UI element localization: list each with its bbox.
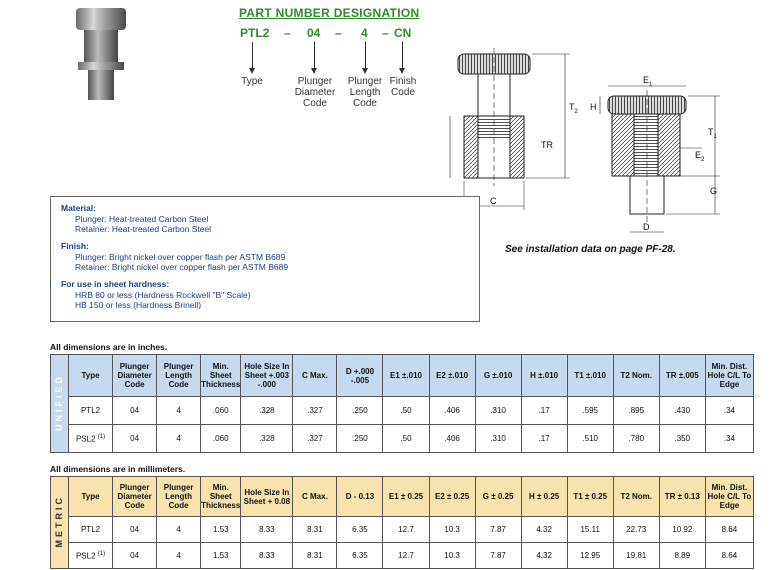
table-cell: .328 <box>241 397 293 425</box>
table-cell: 8.31 <box>293 543 337 569</box>
metric-table <box>50 476 754 569</box>
table-cell: .595 <box>567 397 613 425</box>
dim-label-tr: TR <box>541 140 553 150</box>
col-header: G ± 0.25 <box>475 477 521 517</box>
pn-arrow <box>399 68 405 74</box>
table-row <box>51 425 754 453</box>
table-cell: .060 <box>201 397 241 425</box>
table-cell: 04 <box>113 517 157 543</box>
col-header: Min. Sheet Thickness <box>201 355 241 397</box>
pn-arrow <box>362 68 368 74</box>
dim-label-e2: $E_2$ <box>695 150 705 163</box>
pn-code-finish: CN <box>394 26 412 40</box>
table-cell: .895 <box>613 397 659 425</box>
pn-dash: – <box>284 26 291 40</box>
table-cell: 19.81 <box>613 543 659 569</box>
dim-label-d: D <box>643 222 650 232</box>
finish-line: Plunger: Bright nickel over copper flash per ASTM B689 <box>75 252 286 262</box>
material-heading: Material: <box>61 203 96 213</box>
pn-dash: – <box>335 26 342 40</box>
table-cell: 8.64 <box>705 543 753 569</box>
pn-pointer-line <box>252 42 253 70</box>
pn-pointer-line <box>314 42 315 70</box>
table-cell: .430 <box>659 397 705 425</box>
dim-label-h: H <box>590 102 597 112</box>
metric-caption: All dimensions are in millimeters. <box>50 464 186 474</box>
table-cell: .250 <box>337 425 383 453</box>
dim-label-t1: $T_1$ <box>708 127 717 140</box>
table-cell: 4.32 <box>521 517 567 543</box>
table-cell: .406 <box>429 397 475 425</box>
col-header: E1 ±.010 <box>383 355 429 397</box>
table-cell: .34 <box>705 425 753 453</box>
pn-dash: – <box>382 26 389 40</box>
table-cell: 15.11 <box>567 517 613 543</box>
table-cell: 8.64 <box>705 517 753 543</box>
col-header: E2 ± 0.25 <box>429 477 475 517</box>
table-cell: 4 <box>157 543 201 569</box>
table-cell: 12.7 <box>383 517 429 543</box>
col-header: Hole Size In Sheet +.003 -.000 <box>241 355 293 397</box>
table-cell: .250 <box>337 397 383 425</box>
technical-drawing <box>440 46 730 240</box>
table-cell: 8.31 <box>293 517 337 543</box>
table-cell: .34 <box>705 397 753 425</box>
table-cell: 4 <box>157 425 201 453</box>
col-header: G ±.010 <box>475 355 521 397</box>
table-cell: .17 <box>521 397 567 425</box>
col-header: H ± 0.25 <box>521 477 567 517</box>
table-cell: .328 <box>241 425 293 453</box>
col-header: Plunger Diameter Code <box>113 477 157 517</box>
pn-desc-type: Type <box>241 76 263 87</box>
metric-header-row <box>51 477 754 517</box>
table-cell: 8.89 <box>659 543 705 569</box>
table-cell: .327 <box>293 425 337 453</box>
table-cell: 7.87 <box>475 517 521 543</box>
finish-line: Retainer: Bright nickel over copper flash per ASTM B689 <box>75 262 289 272</box>
col-header: Min. Dist. Hole C/L To Edge <box>705 355 753 397</box>
table-cell: .060 <box>201 425 241 453</box>
table-cell: 22.73 <box>613 517 659 543</box>
table-cell: .310 <box>475 397 521 425</box>
col-header: Plunger Diameter Code <box>113 355 157 397</box>
cell-type: PTL2 <box>69 397 113 425</box>
col-header: Min. Sheet Thickness <box>201 477 241 517</box>
hardness-line: HB 150 or less (Hardness Brinell) <box>75 300 202 310</box>
col-header: E1 ± 0.25 <box>383 477 429 517</box>
unified-caption: All dimensions are in inches. <box>50 342 168 352</box>
unified-side-label: UNIFIED <box>51 355 69 453</box>
table-cell: 4 <box>157 517 201 543</box>
pn-desc-diameter: Plunger Diameter Code <box>294 76 336 109</box>
table-cell: .327 <box>293 397 337 425</box>
col-header: C Max. <box>293 477 337 517</box>
pn-arrow <box>311 68 317 74</box>
table-row <box>51 397 754 425</box>
table-cell: .510 <box>567 425 613 453</box>
pn-pointer-line <box>365 42 366 70</box>
col-header: D +.000 -.005 <box>337 355 383 397</box>
col-header: Plunger Length Code <box>157 355 201 397</box>
dim-label-g: G <box>710 186 718 196</box>
pn-code-diameter: 04 <box>307 26 321 40</box>
col-header: Hole Size In Sheet + 0.08 <box>241 477 293 517</box>
col-header: T1 ±.010 <box>567 355 613 397</box>
table-cell: 10.92 <box>659 517 705 543</box>
table-cell: .406 <box>429 425 475 453</box>
col-header: H ±.010 <box>521 355 567 397</box>
col-header: T2 Nom. <box>613 355 659 397</box>
cell-type: PSL2 $^{(1)}$ <box>69 543 113 569</box>
table-cell: .350 <box>659 425 705 453</box>
col-header: TR ±.005 <box>659 355 705 397</box>
table-cell: 1.53 <box>201 543 241 569</box>
table-cell: 8.33 <box>241 543 293 569</box>
material-line: Retainer: Heat-treated Carbon Steel <box>75 224 212 234</box>
metric-side-label: METRIC <box>51 477 69 569</box>
table-cell: .50 <box>383 397 429 425</box>
table-cell: 4.32 <box>521 543 567 569</box>
pn-desc-finish: Finish Code <box>389 76 417 98</box>
table-cell: 04 <box>113 543 157 569</box>
pn-arrow <box>249 68 255 74</box>
table-cell: 8.33 <box>241 517 293 543</box>
table-cell: 12.95 <box>567 543 613 569</box>
col-header: Plunger Length Code <box>157 477 201 517</box>
col-header: Min. Dist. Hole C/L To Edge <box>705 477 753 517</box>
col-header: T1 ± 0.25 <box>567 477 613 517</box>
dim-label-t2: $T_2$ <box>569 102 578 115</box>
table-row <box>51 517 754 543</box>
hardness-line: HRB 80 or less (Hardness Rockwell "B" Scale) <box>75 290 251 300</box>
table-cell: .17 <box>521 425 567 453</box>
material-box <box>50 196 480 322</box>
pn-pointer-line <box>402 42 403 70</box>
product-photo <box>66 4 136 104</box>
part-number-title: PART NUMBER DESIGNATION <box>239 6 420 20</box>
table-cell: .310 <box>475 425 521 453</box>
table-cell: 10.3 <box>429 517 475 543</box>
table-cell: 4 <box>157 397 201 425</box>
col-header: C Max. <box>293 355 337 397</box>
unified-header-row <box>51 355 754 397</box>
dim-label-c: C <box>490 196 497 206</box>
col-header: D - 0.13 <box>337 477 383 517</box>
pn-code-length: 4 <box>361 26 368 40</box>
table-cell: 04 <box>113 397 157 425</box>
table-cell: 6.35 <box>337 543 383 569</box>
table-cell: 12.7 <box>383 543 429 569</box>
col-header: Type <box>69 355 113 397</box>
table-cell: .50 <box>383 425 429 453</box>
cell-type: PTL2 <box>69 517 113 543</box>
table-cell: 04 <box>113 425 157 453</box>
col-header: TR ± 0.13 <box>659 477 705 517</box>
table-cell: .780 <box>613 425 659 453</box>
dim-label-e1: $E_1$ <box>643 75 653 88</box>
table-cell: 7.87 <box>475 543 521 569</box>
col-header: Type <box>69 477 113 517</box>
col-header: E2 ±.010 <box>429 355 475 397</box>
table-row <box>51 543 754 569</box>
material-line: Plunger: Heat-treated Carbon Steel <box>75 214 209 224</box>
pn-desc-length: Plunger Length Code <box>347 76 383 109</box>
cell-type: PSL2 $^{(1)}$ <box>69 425 113 453</box>
install-note: See installation data on page PF-28. <box>505 244 676 255</box>
unified-table <box>50 354 754 453</box>
pn-code-type: PTL2 <box>240 26 270 40</box>
table-cell: 1.53 <box>201 517 241 543</box>
col-header: T2 Nom. <box>613 477 659 517</box>
finish-heading: Finish: <box>61 241 89 251</box>
hardness-heading: For use in sheet hardness: <box>61 279 170 289</box>
table-cell: 6.35 <box>337 517 383 543</box>
table-cell: 10.3 <box>429 543 475 569</box>
